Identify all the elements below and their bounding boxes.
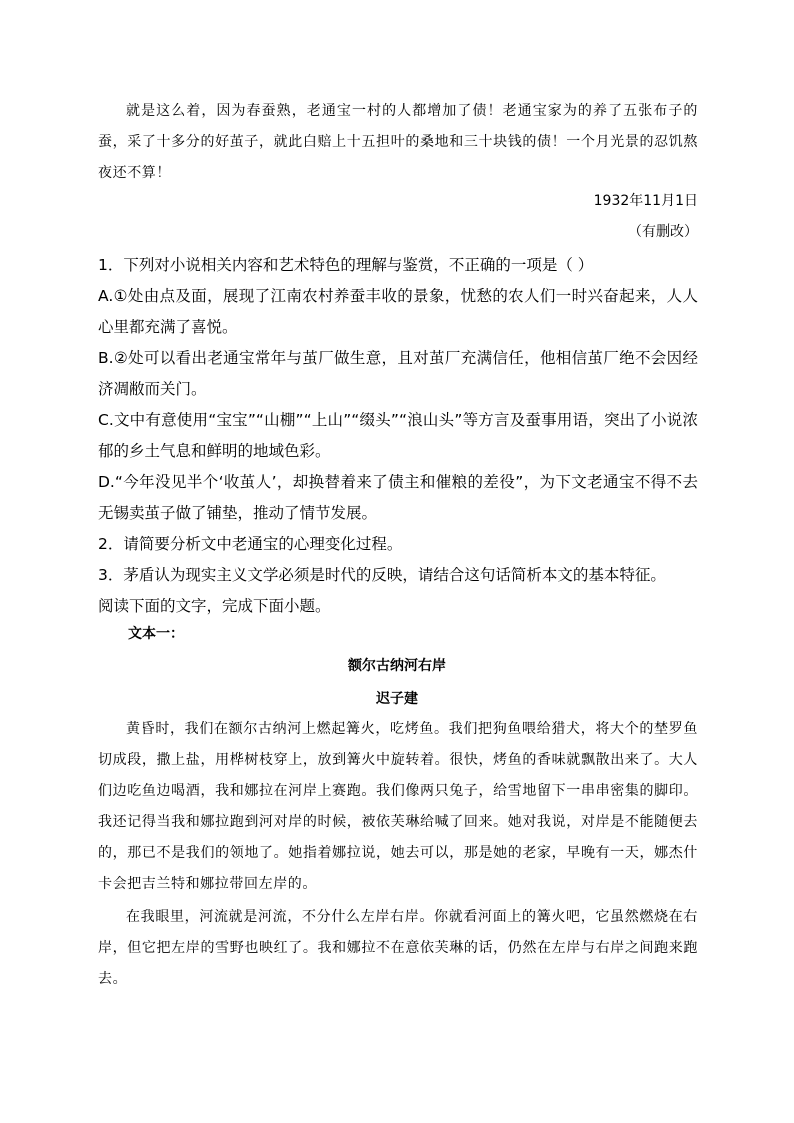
option-d: D.“今年没见半个‘收茧人’，却换替着来了债主和催粮的差役”，为下文老通宝不得不去无锡卖茧子做了铺垫，推动了情节发展。 <box>98 473 698 522</box>
story-closing-paragraph: 就是这么着，因为春蚕熟，老通宝一村的人都增加了债！老通宝家为的养了五张布子的蚕，采了十多分的好茧子，就此白赔上十五担叶的桑地和三十块钱的债！一个月光景的忍饥熬夜还不算！ <box>98 103 698 181</box>
text-one-paragraph-2: 在我眼里，河流就是河流，不分什么左岸右岸。你就看河面上的篝火吧，它虽然燃烧在右岸，但它把左岸的雪野也映红了。我和娜拉不在意依芙琳的话，仍然在左岸与右岸之间跑来跑去。 <box>98 909 698 987</box>
text-one-label: 文本一： <box>128 626 184 642</box>
question-list <box>98 250 698 622</box>
option-c: C.文中有意使用“宝宝”“山棚”“上山”“缀头”“浪山头”等方言及蚕事用语，突出了小说浓郁的乡土气息和鲜明的地域色彩。 <box>98 411 698 460</box>
question-2: 2．请简要分析文中老通宝的心理变化过程。 <box>98 535 403 553</box>
option-b: B.②处可以看出老通宝常年与茧厂做生意，且对茧厂充满信任，他相信茧厂绝不会因经济凋敝而关门。 <box>98 349 698 398</box>
text-one-title: 额尔古纳河右岸 <box>348 658 446 674</box>
text-one-paragraph-1: 黄昏时，我们在额尔古纳河上燃起篝火，吃烤鱼。我们把狗鱼喂给猎犬，将大个的埜罗鱼切成段，撒上盐，用桦树枝穿上，放到篝火中旋转着。很快，烤鱼的香味就飘散出来了。大人们边吃鱼边喝酒，我和娜拉在河岸上赛跑。我们像两只兔子，给雪地留下一串串密集的脚印。我还记得当我和娜拉跑到河对岸的时候，被依芙琳给喊了回来。她对我说，对岸是不能随便去的，那已不是我们的领地了。她指着娜拉说，她去可以，那是她的老家，早晚有一天，娜杰什卡会把吉兰特和娜拉带回左岸的。 <box>98 721 698 892</box>
story-note: （有删改） <box>628 224 698 240</box>
question-1: 1．下列对小说相关内容和艺术特色的理解与鉴赏，不正确的一项是（ ） <box>98 256 594 274</box>
option-a: A.①处由点及面，展现了江南农村养蚕丰收的景象，忧愁的农人们一时兴奋起来，人人心里都充满了喜悦。 <box>98 287 698 336</box>
reading-instruction: 阅读下面的文字，完成下面小题。 <box>98 597 331 615</box>
story-date: 1932年11月1日 <box>593 193 698 209</box>
text-one-author: 迟子建 <box>376 691 418 707</box>
question-3: 3．茅盾认为现实主义文学必须是时代的反映，请结合这句话简析本文的基本特征。 <box>98 566 666 584</box>
